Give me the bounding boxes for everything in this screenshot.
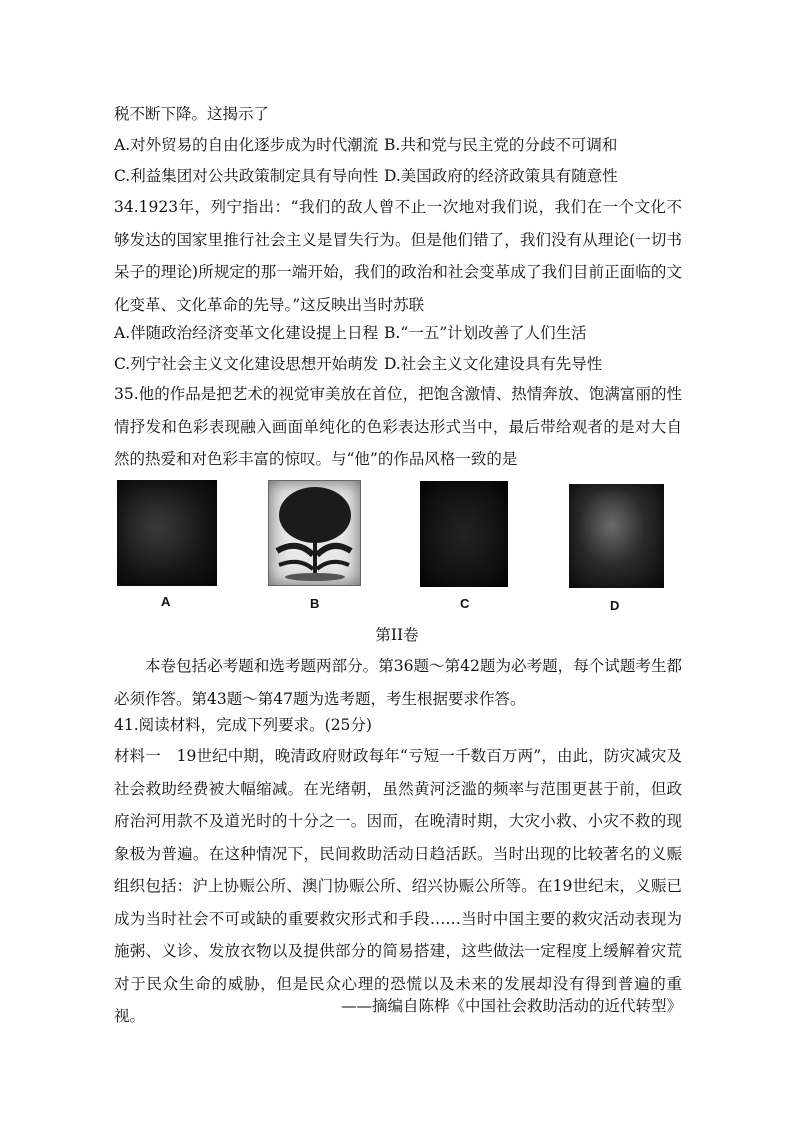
q41-stem: 41.阅读材料，完成下列要求。(25分): [114, 716, 372, 734]
q33-option-a: A.对外贸易的自由化逐步成为时代潮流: [114, 136, 379, 154]
painting-a-label: A: [161, 594, 171, 609]
painting-c-label: C: [460, 596, 470, 611]
painting-d-image: [569, 484, 664, 588]
section-intro: 本卷包括必考题和选考题两部分。第36题～第42题为必考题，每个试题考生都必须作答。第43题～第47题为选考题，考生根据要求作答。: [114, 657, 682, 708]
painting-d-label: D: [610, 598, 620, 613]
painting-c-image: [420, 481, 508, 587]
q35-stem: 35.他的作品是把艺术的视觉审美放在首位，把饱含激情、热情奔放、饱满富丽的性情抒发和色彩表现融入画面单纯化的色彩表达形式当中，最后带给观者的是对大自然的热爱和对色彩丰富的惊叹。与“他”的作品风格一致的是: [114, 385, 682, 468]
painting-b-tree-icon: [269, 481, 360, 585]
q33-option-c: C.利益集团对公共政策制定具有导向性: [114, 167, 379, 185]
material-one: 材料一 19世纪中期，晚清政府财政每年“亏短一千数百万两”，由此，防灾减灾及社会救助经费被大幅缩减。在光绪朝，虽然黄河泛滥的频率与范围更甚于前，但政府治河用款不及道光时的十分之一。因而，在晚清时期，大灾小救、小灾不救的现象极为普遍。在这种情况下，民间救助活动日趋活跃。当时出现的比较著名的义赈组织包括：沪上协赈公所、澳门协赈公所、绍兴协赈公所等。在19世纪末，义赈已成为当时社会不可或缺的重要救灾形式和手段……当时中国主要的救灾活动表现为施粥、义诊、发放衣物以及提供部分的简易搭建，这些做法一定程度上缓解着灾荒对于民众生命的威胁，但是民众心理的恐慌以及未来的发展却没有得到普遍的重视。: [114, 747, 682, 1025]
section-title: 第II卷: [375, 626, 419, 644]
q34-stem: 34.1923年，列宁指出：“我们的敌人曾不止一次地对我们说，我们在一个文化不够发达的国家里推行社会主义是冒失行为。但是他们错了，我们没有从理论(一切书呆子的理论)所规定的那一端开始，我们的政治和社会变革成了我们目前正面临的文化变革、文化革命的先导。”这反映出当时苏联: [114, 198, 682, 314]
q34-option-a: A.伴随政治经济变革文化建设提上日程: [114, 324, 379, 342]
q34-option-d: D.社会主义文化建设具有先导性: [384, 355, 603, 373]
q34-option-c: C.列宁社会主义文化建设思想开始萌发: [114, 355, 379, 373]
q33-option-d: D.美国政府的经济政策具有随意性: [384, 167, 618, 185]
q34-option-b: B.“一五”计划改善了人们生活: [384, 324, 587, 342]
q33-stem-tail: 税不断下降。这揭示了: [114, 105, 270, 123]
painting-b-label: B: [310, 596, 320, 611]
material-source: ——摘编自陈桦《中国社会救助活动的近代转型》: [340, 997, 682, 1015]
painting-b-image: [268, 480, 361, 586]
q33-option-b: B.共和党与民主党的分歧不可调和: [384, 136, 618, 154]
painting-a-image: [117, 480, 217, 586]
